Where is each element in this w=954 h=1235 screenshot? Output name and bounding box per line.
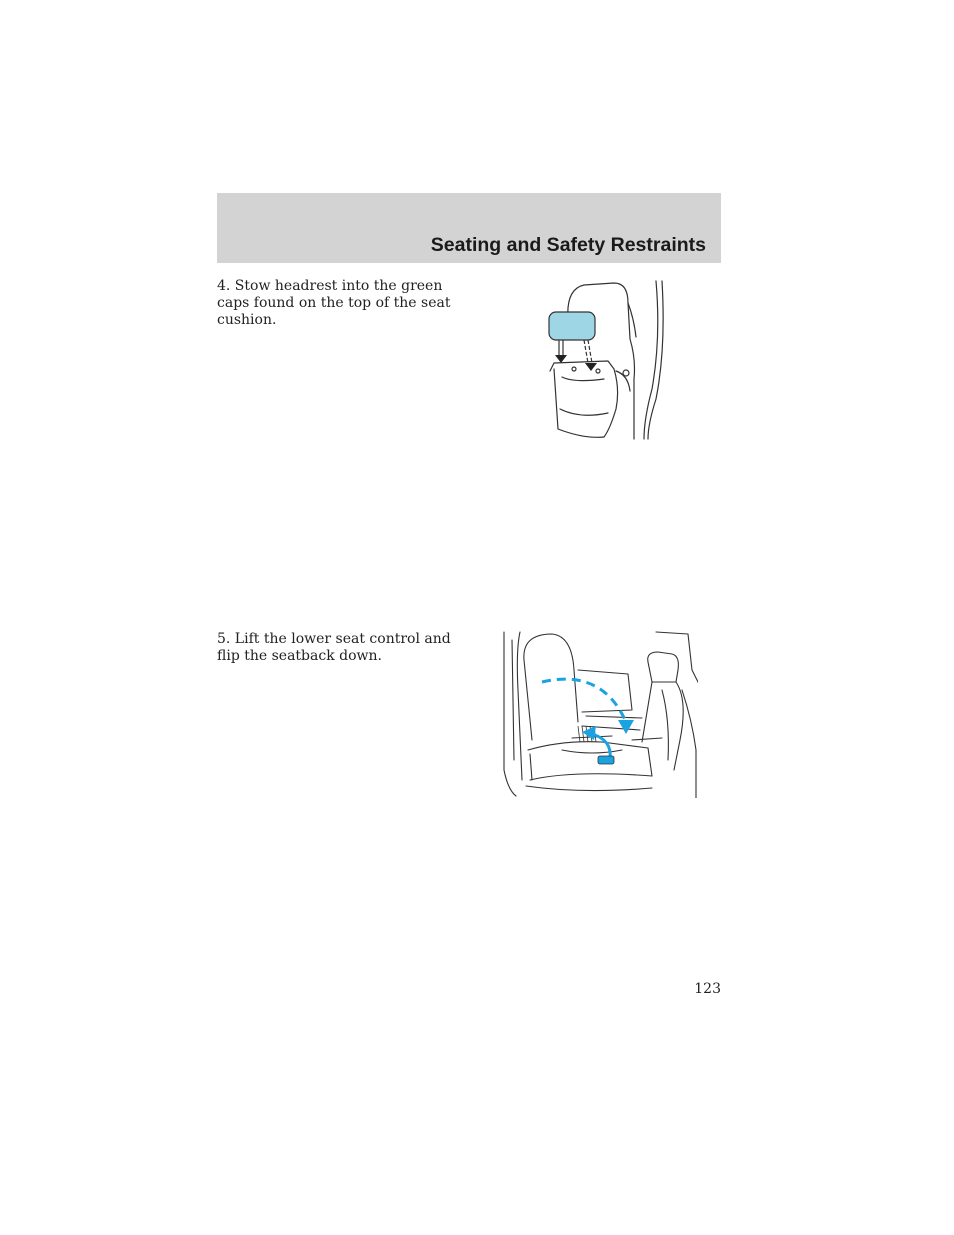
arrow-head-icon — [618, 720, 634, 734]
section-title: Seating and Safety Restraints — [430, 234, 706, 256]
down-arrow-icon — [585, 363, 597, 371]
flip-direction-arrow — [542, 679, 626, 722]
step-5-text: 5. Lift the lower seat control and flip the seatback down. — [217, 631, 451, 664]
seat-control-lever — [598, 756, 614, 764]
section-header — [217, 193, 721, 263]
step-4-text: 4. Stow headrest into the green caps found on the top of the seat cushion. — [217, 278, 451, 328]
headrest-shape — [549, 312, 595, 340]
headrest-stow-illustration — [544, 279, 666, 441]
seatback-flip-illustration — [502, 630, 698, 798]
down-arrow-icon — [555, 355, 567, 363]
page-number: 123 — [694, 981, 721, 997]
lift-direction-arrow — [592, 734, 610, 758]
